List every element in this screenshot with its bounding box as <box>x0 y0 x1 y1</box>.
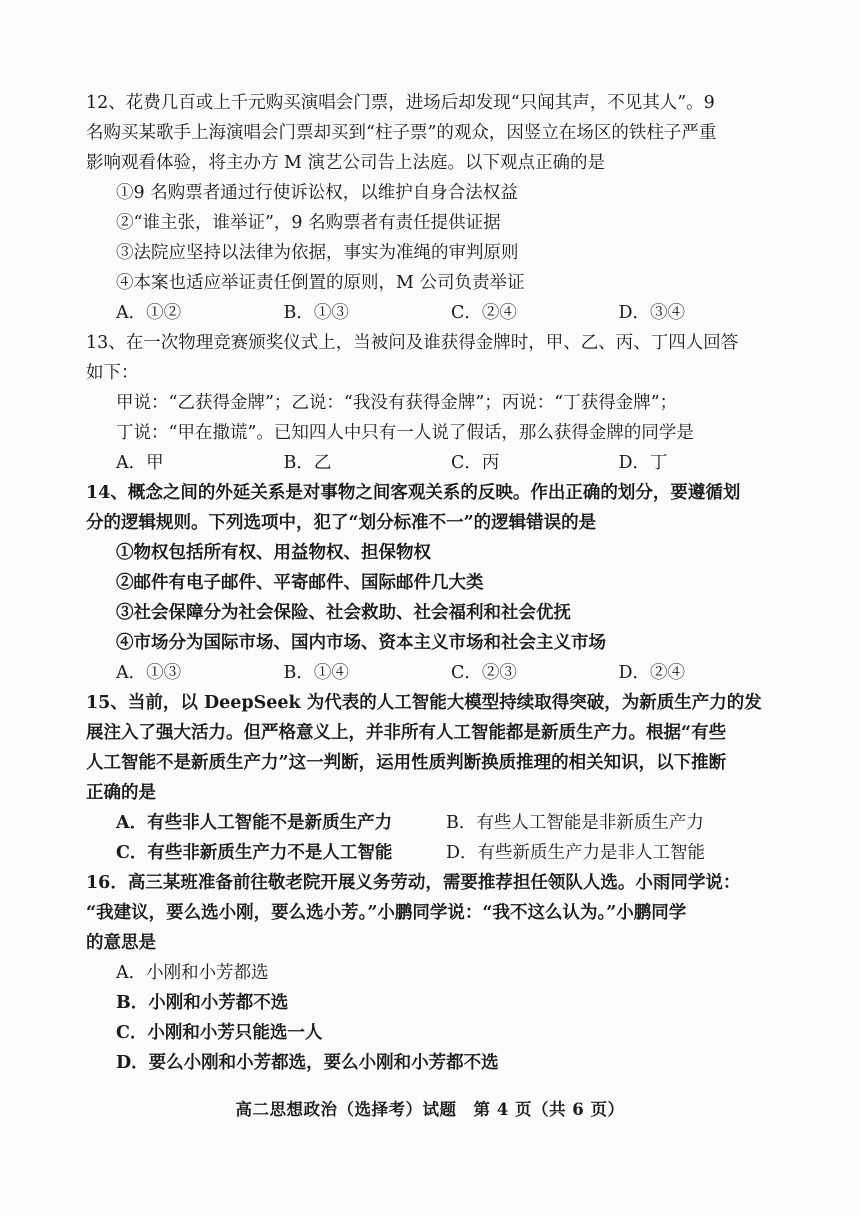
question-12 <box>86 88 786 328</box>
question-15 <box>86 688 786 868</box>
answer-options-row <box>86 808 786 838</box>
question-stem-line: 名购买某歌手上海演唱会门票却买到“柱子票”的观众，因竖立在场区的铁柱子严重 <box>86 123 717 143</box>
option-a: A．小刚和小芳都选 <box>116 963 269 983</box>
question-stem-line: 正确的是 <box>86 783 156 803</box>
exam-page <box>86 88 786 1078</box>
option-d: D．丁 <box>618 453 668 473</box>
statement: ①9 名购票者通过行使诉讼权，以维护自身合法权益 <box>116 183 518 203</box>
option-b: B．小刚和小芳都不选 <box>116 993 289 1013</box>
statement: ②邮件有电子邮件、平寄邮件、国际邮件几大类 <box>116 573 484 593</box>
statement: ③法院应坚持以法律为依据，事实为准绳的审判原则 <box>116 243 519 263</box>
option-c: C．②④ <box>451 303 517 323</box>
option-a: A．甲 <box>116 453 164 473</box>
option-b: B．①③ <box>283 303 349 323</box>
question-stem-line: 如下： <box>86 363 139 383</box>
option-c: C．丙 <box>451 453 500 473</box>
option-d: D．②④ <box>618 663 686 683</box>
statement: ④市场分为国际市场、国内市场、资本主义市场和社会主义市场 <box>116 633 606 653</box>
option-a: A．有些非人工智能不是新质生产力 <box>116 813 393 833</box>
question-13 <box>86 328 786 478</box>
page-footer: 高二思想政治（选择考）试题 第 4 页（共 6 页） <box>235 1100 625 1119</box>
answer-options <box>86 298 786 328</box>
question-stem-line: 影响观看体验，将主办方 M 演艺公司告上法庭。以下观点正确的是 <box>86 153 606 173</box>
question-14 <box>86 478 786 688</box>
answer-options <box>86 448 786 478</box>
statement: 甲说：“乙获得金牌”；乙说：“我没有获得金牌”；丙说：“丁获得金牌”； <box>116 393 678 413</box>
option-b: B．有些人工智能是非新质生产力 <box>446 813 704 833</box>
option-a: A．①② <box>116 303 182 323</box>
question-stem-line: 15、当前，以 DeepSeek 为代表的人工智能大模型持续取得突破，为新质生产力的发 <box>86 693 762 713</box>
option-b: B．乙 <box>283 453 332 473</box>
option-c: C．有些非新质生产力不是人工智能 <box>116 843 393 863</box>
question-stem-line: “我建议，要么选小刚，要么选小芳。”小鹏同学说：“我不这么认为。”小鹏同学 <box>86 903 687 923</box>
statement: ③社会保障分为社会保险、社会救助、社会福利和社会优抚 <box>116 603 571 623</box>
statement: ①物权包括所有权、用益物权、担保物权 <box>116 543 431 563</box>
option-b: B．①④ <box>283 663 349 683</box>
statement: ④本案也适应举证责任倒置的原则，M 公司负责举证 <box>116 273 525 293</box>
option-d: D．有些新质生产力是非人工智能 <box>446 843 706 863</box>
question-16 <box>86 868 786 1078</box>
answer-options <box>86 658 786 688</box>
question-stem-line: 13、在一次物理竞赛颁奖仪式上，当被问及谁获得金牌时，甲、乙、丙、丁四人回答 <box>86 333 739 353</box>
option-a: A．①③ <box>116 663 182 683</box>
question-stem-line: 人工智能不是新质生产力”这一判断，运用性质判断换质推理的相关知识，以下推断 <box>86 753 727 773</box>
question-stem-line: 14、概念之间的外延关系是对事物之间客观关系的反映。作出正确的划分，要遵循划 <box>86 483 741 503</box>
question-stem-line: 分的逻辑规则。下列选项中，犯了“划分标准不一”的逻辑错误的是 <box>86 513 597 533</box>
statement: ②“谁主张，谁举证”，9 名购票者有责任提供证据 <box>116 213 501 233</box>
question-stem-line: 展注入了强大活力。但严格意义上，并非所有人工智能都是新质生产力。根据“有些 <box>86 723 727 743</box>
option-d: D．要么小刚和小芳都选，要么小刚和小芳都不选 <box>116 1053 499 1073</box>
question-stem-line: 12、花费几百或上千元购买演唱会门票，进场后却发现“只闻其声，不见其人”。9 <box>86 93 715 113</box>
question-stem-line: 的意思是 <box>86 933 156 953</box>
statement: 丁说：“甲在撒谎”。已知四人中只有一人说了假话，那么获得金牌的同学是 <box>116 423 694 443</box>
option-c: C．②③ <box>451 663 517 683</box>
answer-options-row <box>86 838 786 868</box>
option-d: D．③④ <box>618 303 686 323</box>
question-stem-line: 16．高三某班准备前往敬老院开展义务劳动，需要推荐担任领队人选。小雨同学说： <box>86 873 741 893</box>
option-c: C．小刚和小芳只能选一人 <box>116 1023 323 1043</box>
